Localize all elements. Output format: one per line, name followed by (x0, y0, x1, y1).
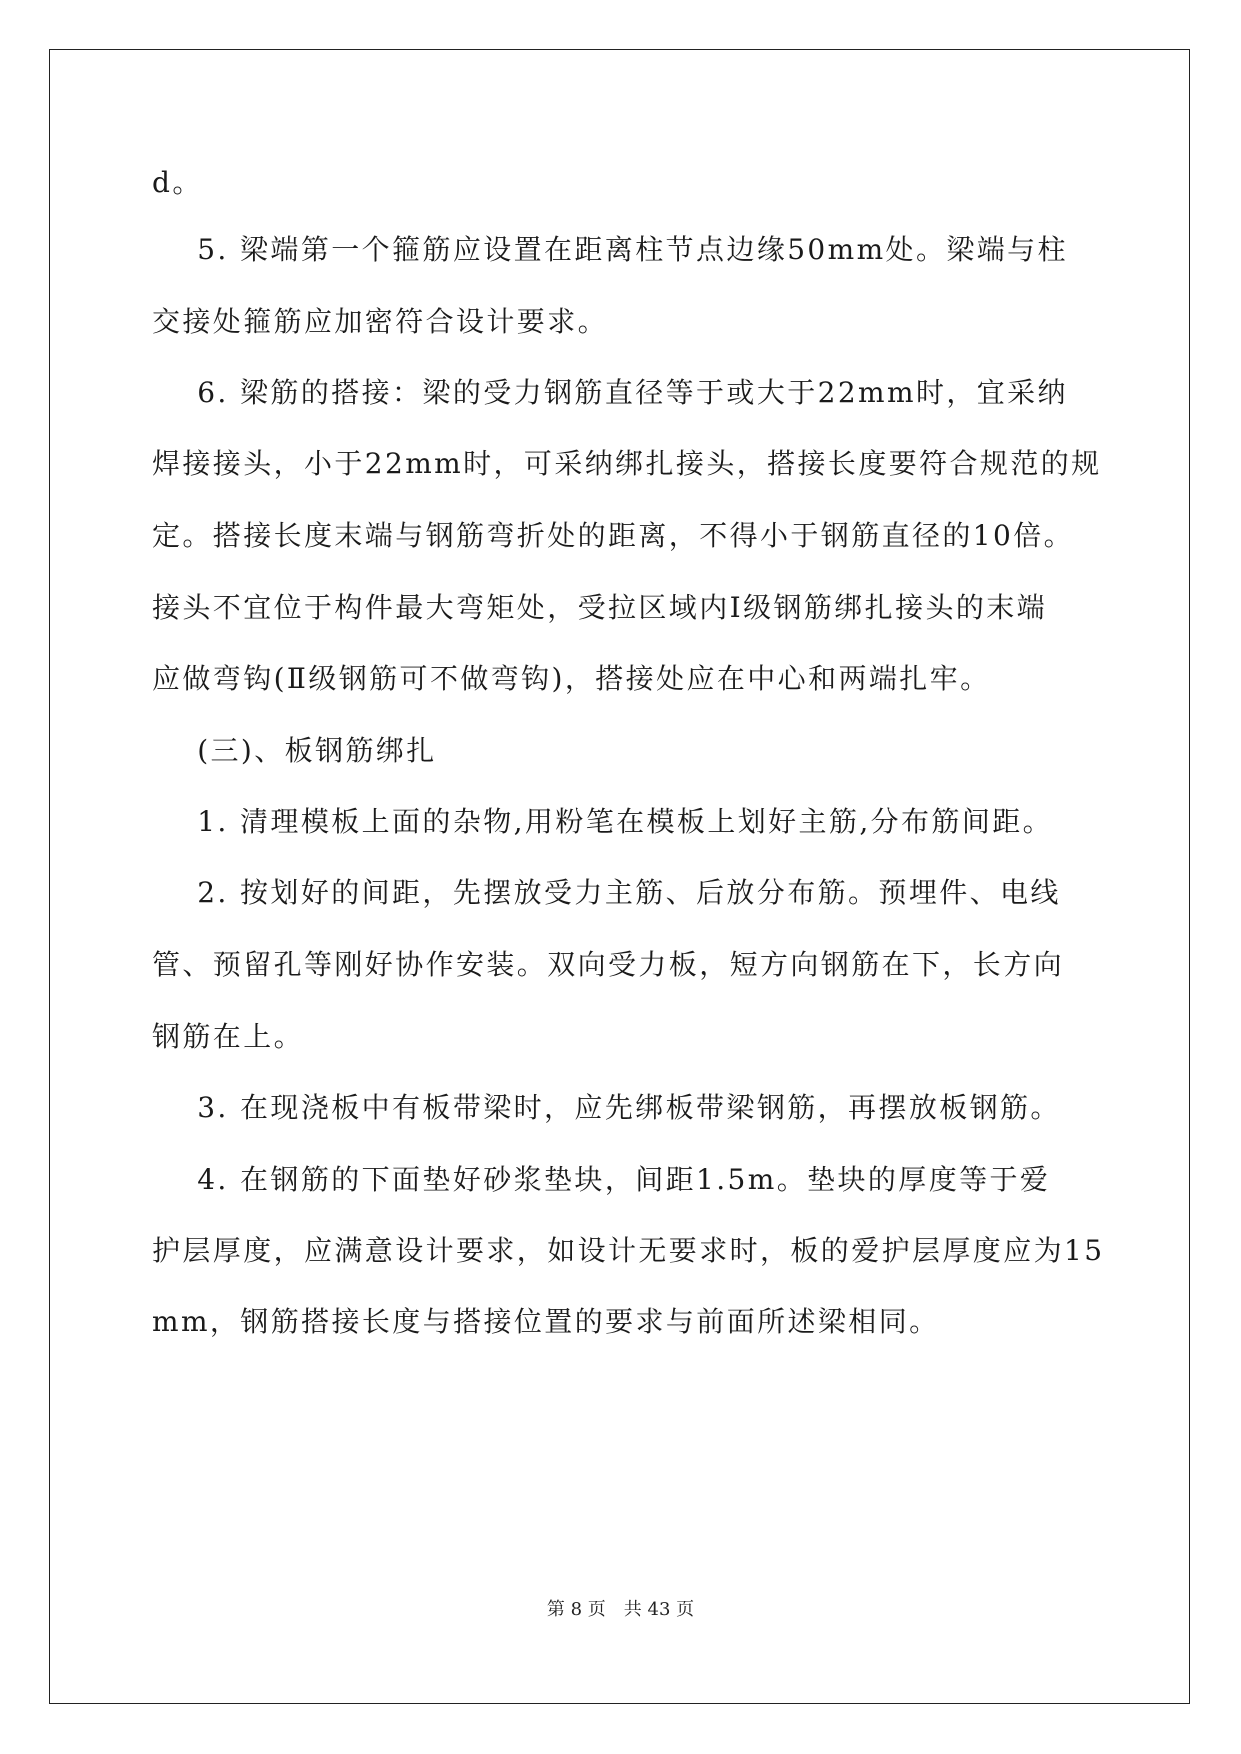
text-line: 3. 在现浇板中有板带梁时，应先绑板带梁钢筋，再摆放板钢筋。 (152, 1091, 1061, 1124)
text-line: mm，钢筋搭接长度与搭接位置的要求与前面所述梁相同。 (152, 1305, 940, 1338)
text-line: 护层厚度，应满意设计要求，如设计无要求时，板的爱护层厚度应为15 (152, 1234, 1105, 1267)
text-line: 6. 梁筋的搭接：梁的受力钢筋直径等于或大于22mm时，宜采纳 (152, 376, 1068, 409)
text-line: 接头不宜位于构件最大弯矩处，受拉区域内Ⅰ级钢筋绑扎接头的末端 (152, 591, 1048, 624)
page-total: 共 43 页 (623, 1599, 695, 1620)
text-line: 管、预留孔等刚好协作安装。双向受力板，短方向钢筋在下，长方向 (152, 948, 1065, 981)
text-line: 5. 梁端第一个箍筋应设置在距离柱节点边缘50mm处。梁端与柱 (152, 233, 1068, 266)
text-line: 焊接接头，小于22mm时，可采纳绑扎接头，搭接长度要符合规范的规 (152, 447, 1102, 480)
text-line: d。 (152, 166, 203, 199)
page-number: 第 8 页 (546, 1599, 606, 1620)
section-heading: (三)、板钢筋绑扎 (152, 734, 437, 767)
text-line: 交接处箍筋应加密符合设计要求。 (152, 305, 609, 338)
text-line: 定。搭接长度末端与钢筋弯折处的距离，不得小于钢筋直径的10倍。 (152, 519, 1075, 552)
text-line: 4. 在钢筋的下面垫好砂浆垫块，间距1.5m。垫块的厚度等于爱 (152, 1163, 1051, 1196)
text-line: 1. 清理模板上面的杂物,用粉笔在模板上划好主筋,分布筋间距。 (152, 805, 1054, 838)
page-footer (0, 1598, 1241, 1622)
text-line: 钢筋在上。 (152, 1020, 305, 1053)
text-line: 应做弯钩(Ⅱ级钢筋可不做弯钩)，搭接处应在中心和两端扎牢。 (152, 662, 991, 695)
text-line: 2. 按划好的间距，先摆放受力主筋、后放分布筋。预埋件、电线 (152, 876, 1061, 909)
